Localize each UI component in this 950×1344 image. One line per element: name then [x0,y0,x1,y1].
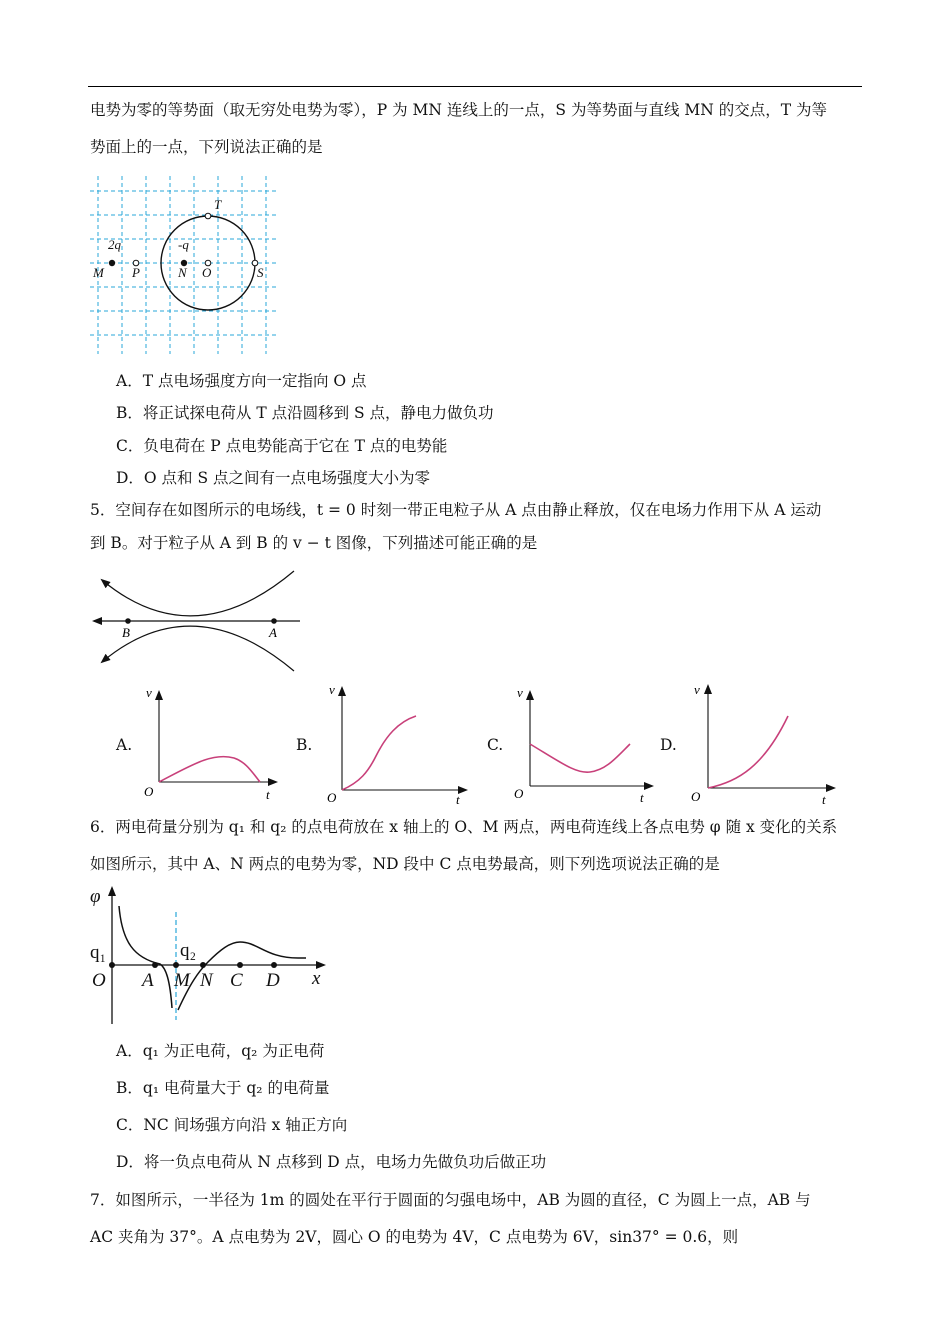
label-P: P [132,265,140,280]
point-B-dot [125,618,131,624]
q6-stem-line2: 如图所示，其中 A、N 两点的电势为零，ND 段中 C 点电势最高，则下列选项说法正确的是 [90,855,720,873]
q4-option-c[interactable]: C．负电荷在 P 点电势能高于它在 T 点的电势能 [116,437,448,455]
q6-potential-graph [88,882,338,1028]
q5-option-d[interactable]: D. [660,736,677,754]
point-O-dot [109,962,115,968]
potential-curve-left [119,906,172,1008]
charge-M-dot [109,260,115,266]
label-q1: q₁ [90,942,107,963]
t-label: t [640,790,644,805]
point-M-dot [173,962,179,968]
label-2q: 2q [108,237,121,252]
label-M: M [93,265,104,280]
q4-option-d[interactable]: D．O 点和 S 点之间有一点电场强度大小为零 [116,469,431,487]
label-q2: q₂ [180,940,197,961]
q5-option-b[interactable]: B. [296,736,313,754]
q5-stem-line2: 到 B。对于粒子从 A 到 B 的 v − t 图像，下列描述可能正确的是 [90,534,538,552]
header-rule [88,86,862,87]
point-A-dot [271,618,277,624]
t-label: t [266,787,270,802]
field-line-bottom [102,626,294,671]
label-phi: φ [90,886,101,907]
field-line-top [102,571,294,616]
v-label: v [146,685,152,700]
q5-option-c[interactable]: C. [487,736,504,754]
label-N: N [200,970,213,991]
q5-option-a[interactable]: A. [116,736,133,754]
t-label: t [822,792,826,807]
label-T: T [214,197,222,212]
label-neg-q: -q [178,237,189,252]
vt-curve [530,744,630,772]
vt-curve [708,716,788,788]
label-B: B [122,625,130,640]
point-D-dot [271,962,277,968]
t-label: t [456,792,460,807]
vt-curve [342,716,416,790]
q4-stem-line1: 电势为零的等势面（取无穷处电势为零），P 为 MN 连线上的一点，S 为等势面与直线 MN 的交点，T 为等 [90,101,827,119]
point-T-dot [205,213,211,219]
label-O: O [202,265,212,280]
label-M: M [174,970,190,991]
v-label: v [329,682,335,697]
q5-graph-b [324,678,470,808]
q6-option-a[interactable]: A．q₁ 为正电荷，q₂ 为正电荷 [116,1042,325,1060]
origin-label: O [327,790,337,805]
label-N: N [178,265,187,280]
origin-label: O [144,784,154,799]
q7-stem-line2: AC 夹角为 37°。A 点电势为 2V，圆心 O 的电势为 4V，C 点电势为 6V，sin37° = 0.6，则 [90,1228,739,1246]
point-N-dot [200,962,206,968]
vt-curve [159,757,260,782]
q4-stem-line2: 势面上的一点，下列说法正确的是 [90,138,323,156]
q5-graph-c [510,682,656,806]
point-C-dot [237,962,243,968]
q5-stem-line1: 5．空间存在如图所示的电场线，t = 0 时刻一带正电粒子从 A 点由静止释放，仅在电场力作用下从 A 运动 [90,501,822,519]
label-A: A [142,970,154,991]
q6-stem-line1: 6．两电荷量分别为 q₁ 和 q₂ 的点电荷放在 x 轴上的 O、M 两点，两电荷连线上各点电势 φ 随 x 变化的关系 [90,818,838,836]
q7-stem-line1: 7．如图所示，一半径为 1m 的圆处在平行于圆面的匀强电场中，AB 为圆的直径，C 为圆上一点，AB 与 [90,1191,811,1209]
label-C: C [230,970,243,991]
label-O: O [92,970,106,991]
label-A: A [269,625,277,640]
v-label: v [517,685,523,700]
q5-graph-a [140,682,280,806]
origin-label: O [691,789,701,804]
label-S: S [257,265,264,280]
v-label: v [694,682,700,697]
label-x: x [312,968,321,989]
point-A-dot [152,962,158,968]
q5-graph-d [688,678,838,808]
q6-option-b[interactable]: B．q₁ 电荷量大于 q₂ 的电荷量 [116,1079,330,1097]
q5-field-lines-figure [88,566,308,674]
q6-option-d[interactable]: D．将一负点电荷从 N 点移到 D 点，电场力先做负功后做正功 [116,1153,547,1171]
origin-label: O [514,786,524,801]
q4-option-b[interactable]: B．将正试探电荷从 T 点沿圆移到 S 点，静电力做负功 [116,404,494,422]
q4-option-a[interactable]: A．T 点电场强度方向一定指向 O 点 [116,372,367,390]
q6-option-c[interactable]: C．NC 间场强方向沿 x 轴正方向 [116,1116,348,1134]
label-D: D [266,970,280,991]
q4-grid-figure [90,176,280,356]
